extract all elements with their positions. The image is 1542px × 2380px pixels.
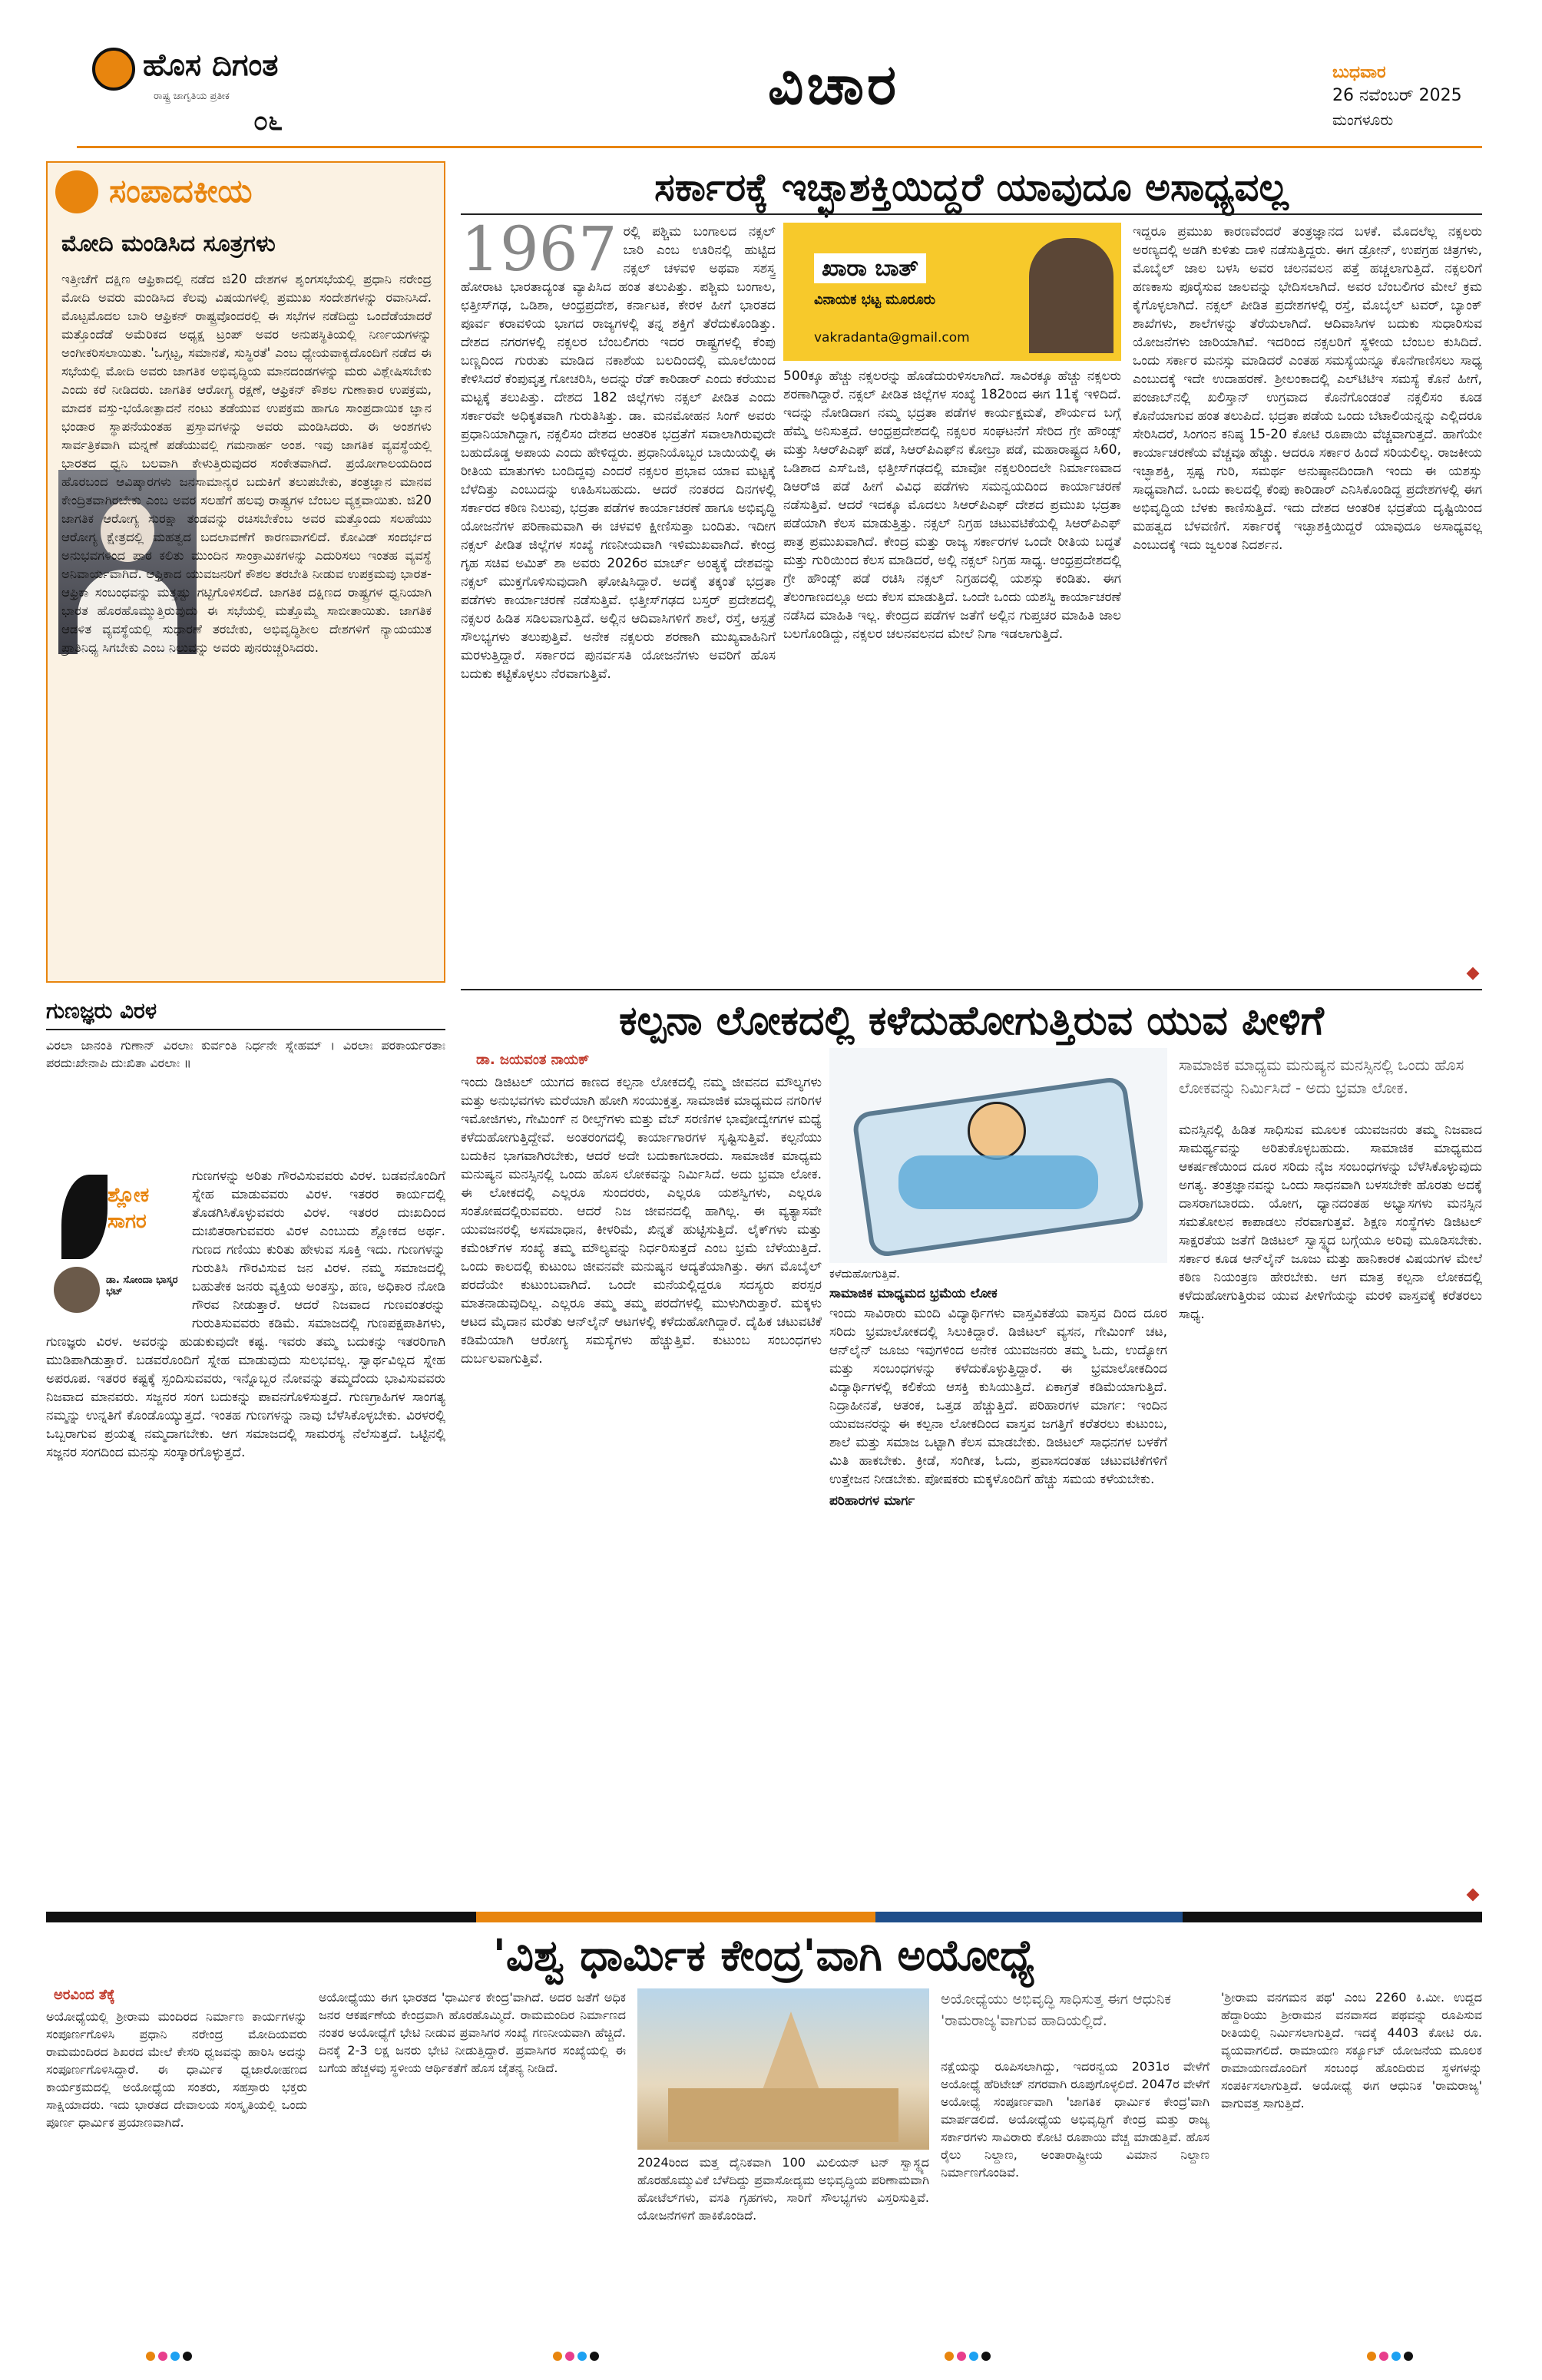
logo-text: ಹೊಸ ದಿಗಂತ bbox=[143, 48, 279, 83]
ayodhya-article-text-4: ನಕ್ಷೆಯನ್ನು ರೂಪಿಸಲಾಗಿದ್ದು, ಇದರನ್ವಯ 2031ರ ವೇಳೆಗೆ ಅಯೋಧ್ಯೆ ಹೆರಿಟೇಜ್ ನಗರವಾಗಿ ರೂಪುಗೊಳ್ಳಲಿದೆ. 2047ರ ವೇಳೆಗೆ ಅಯೋಧ್ಯೆ ಸಂಪೂರ್ಣವಾಗಿ 'ಜಾಗತಿಕ ಧಾರ್ಮಿಕ ಕೇಂದ್ರ'ವಾಗಿ ಮಾರ್ಪಡಲಿದೆ. ಅಯೋಧ್ಯೆಯ ಅಭಿವೃದ್ಧಿಗೆ ಕೇಂದ್ರ ಮತ್ತು ರಾಜ್ಯ ಸರ್ಕಾರಗಳು ಸಾವಿರಾರು ಕೋಟಿ ರೂಪಾಯಿ ವೆಚ್ಚ ಮಾಡುತ್ತಿವೆ. ಹೊಸ ರೈಲು ನಿಲ್ದಾಣ, ಅಂತಾರಾಷ್ಟ್ರೀಯ ವಿಮಾನ ನಿಲ್ದಾಣ ನಿರ್ಮಾಣಗೊಂಡಿವೆ. bbox=[941, 2059, 1209, 2180]
main-article-col1 bbox=[461, 223, 776, 983]
ayodhya-article-title: 'ವಿಶ್ವ ಧಾರ್ಮಿಕ ಕೇಂದ್ರ'ವಾಗಿ ಅಯೋಧ್ಯೆ bbox=[492, 1931, 1036, 1981]
author-photo bbox=[1029, 238, 1113, 353]
youth-kicker: ಡಾ. ಜಯವಂತ ನಾಯಕ್ bbox=[476, 1052, 590, 1068]
editorial-header bbox=[55, 170, 436, 220]
page-number: ೦೬ bbox=[253, 106, 283, 137]
editorial-label: ಸಂಪಾದಕೀಯ bbox=[109, 172, 253, 210]
main-article-col3 bbox=[1133, 223, 1482, 979]
youth-caption: ಕಳೆದುಹೋಗುತ್ತಿವೆ. bbox=[829, 1267, 900, 1281]
youth-article-col1 bbox=[461, 1073, 822, 1902]
temple-photo bbox=[637, 1988, 929, 2150]
ayodhya-article-col5 bbox=[1221, 1988, 1482, 2322]
column-name: ಖಾರಾ ಬಾತ್ bbox=[814, 253, 926, 283]
side-column-text: ಗುಣಗಳನ್ನು ಅರಿತು ಗೌರವಿಸುವವರು ವಿರಳ. ಬಡವನೊಂದಿಗೆ ಸ್ನೇಹ ಮಾಡುವವರು ವಿರಳ. ಇತರರ ಕಾರ್ಯದಲ್ಲಿ ತೊಡಗಿಸಿಕೊಳ್ಳುವವರು ವಿರಳ. ಇತರರ ದುಃಖದಿಂದ ದುಃಖಿತರಾಗುವವರು ವಿರಳ ಎಂಬುದು ಶ್ಲೋಕದ ಅರ್ಥ. ಗುಣದ ಗಣಿಯು ಕುರಿತು ಹೇಳುವ ಸೂಕ್ತಿ ಇದು. ಗುಣಗಳನ್ನು ಗುರುತಿಸಿ ಗೌರವಿಸುವ ಜನ ವಿರಳ. ನಮ್ಮ ಸಮಾಜದಲ್ಲಿ ಬಹುತೇಕ ಜನರು ವ್ಯಕ್ತಿಯ ಅಂತಸ್ತು, ಹಣ, ಅಧಿಕಾರ ನೋಡಿ ಗೌರವ ನೀಡುತ್ತಾರೆ. ಆದರೆ ನಿಜವಾದ ಗುಣವಂತರನ್ನು ಗುರುತಿಸುವವರು ಕಡಿಮೆ. ಸಮಾಜದಲ್ಲಿ ಗುಣಪಕ್ಷಪಾತಿಗಳು, ಗುಣಜ್ಞರು ವಿರಳ. ಅವರನ್ನು ಹುಡುಕುವುದೇ ಕಷ್ಟ. ಇವರು ತಮ್ಮ ಬದುಕನ್ನು ಇತರರಿಗಾಗಿ ಮುಡಿಪಾಗಿಡುತ್ತಾರೆ. ಬಡವರೊಂದಿಗೆ ಸ್ನೇಹ ಮಾಡುವುದು ಸುಲಭವಲ್ಲ. ಸ್ವಾರ್ಥವಿಲ್ಲದ ಸ್ನೇಹ ಅಪರೂಪ. ಇತರರ ಕಷ್ಟಕ್ಕೆ ಸ್ಪಂದಿಸುವವರು, ಇನ್ನೊಬ್ಬರ ನೋವನ್ನು ತಮ್ಮದೆಂದು ಭಾವಿಸುವವರು ನಿಜವಾದ ಮಾನವರು. ಸಜ್ಜನರ ಸಂಗ ಬದುಕನ್ನು ಪಾವನಗೊಳಿಸುತ್ತದೆ. ಗುಣಗ್ರಾಹಿಗಳ ಸಾಂಗತ್ಯ ನಮ್ಮನ್ನು ಉನ್ನತಿಗೆ ಕೊಂಡೊಯ್ಯುತ್ತದೆ. ಇಂತಹ ಗುಣಗಳನ್ನು ನಾವು ಬೆಳೆಸಿಕೊಳ್ಳಬೇಕು. ವಿರಳರಲ್ಲಿ ಒಬ್ಬರಾಗುವ ಪ್ರಯತ್ನ ನಮ್ಮದಾಗಬೇಕು. ಆಗ ಸಮಾಜದಲ್ಲಿ ಸಾಮರಸ್ಯ ನೆಲೆಸುತ್ತದೆ. ಒಟ್ಟಿನಲ್ಲಿ ಸಜ್ಜನರ ಸಂಗದಿಂದ ಮನಸ್ಸು ಸಂಸ್ಕಾರಗೊಳ್ಳುತ್ತದೆ. bbox=[46, 1169, 445, 1460]
masthead bbox=[0, 0, 1542, 154]
ayodhya-pullquote: ಅಯೋಧ್ಯೆಯು ಅಭಿವೃದ್ಧಿ ಸಾಧಿಸುತ್ತ ಈಗ ಆಧುನಿಕ 'ರಾಮರಾಜ್ಯ'ವಾಗುವ ಹಾದಿಯಲ್ಲಿದೆ. bbox=[941, 1991, 1171, 2029]
youth-article-title: ಕಲ್ಪನಾ ಲೋಕದಲ್ಲಿ ಕಳೆದುಹೋಗುತ್ತಿರುವ ಯುವ ಪೀಳಿಗೆ bbox=[619, 998, 1324, 1044]
main-article-text-1: ರಲ್ಲಿ ಪಶ್ಚಿಮ ಬಂಗಾಲದ ನಕ್ಸಲ್ ಬಾರಿ ಎಂಬ ಊರಿನಲ್ಲಿ ಹುಟ್ಟಿದ ನಕ್ಸಲ್ ಚಳವಳಿ ಅಥವಾ ಸಶಸ್ತ್ರ ಹೋರಾಟ ಭಾರತಾದ್ಯಂತ ವ್ಯಾಪಿಸಿದ ಹಂತ ತಲುಪಿತ್ತು. ಪಶ್ಚಿಮ ಬಂಗಾಲ, ಛತ್ತೀಸ್‌ಗಢ, ಒಡಿಶಾ, ಆಂಧ್ರಪ್ರದೇಶ, ಕರ್ನಾಟಕ, ಕೇರಳ ಹೀಗೆ ಭಾರತದ ಪೂರ್ವ ಕರಾವಳಿಯ ಭಾಗದ ರಾಜ್ಯಗಳಲ್ಲಿ ತನ್ನ ಶಕ್ತಿಗೆ ತೆರೆದುಕೊಂಡಿತ್ತು. ದೇಶದ ನಗರಗಳಲ್ಲಿ ನಕ್ಸಲರ ಬೆಂಬಲಿಗರು ಇದರ ರಾಷ್ಟ್ರಗಳಲ್ಲಿ ಕೆಂಪು ಬಣ್ಣದಿಂದ ಗುರುತು ಮಾಡಿದ ನಕಾಶೆಯ ಬಲದಿಂದಲ್ಲಿ ಮೂಲೆಯಿಂದ ಕೇಳಿಸಿದರೆ ಕೆಂಪುವೃತ್ತ ಗೋಚರಿಸಿ, ಅದನ್ನು ರೆಡ್ ಕಾರಿಡಾರ್ ಎಂದು ಕರೆಯುವ ಮಟ್ಟಕ್ಕೆ ತಲುಪಿತ್ತು. ದೇಶದ 182 ಜಿಲ್ಲೆಗಳು ನಕ್ಸಲ್ ಪೀಡಿತ ಎಂದು ಸರ್ಕಾರವೇ ಅಧಿಕೃತವಾಗಿ ಗುರುತಿಸಿತ್ತು. ಡಾ. ಮನಮೋಹನ ಸಿಂಗ್ ಅವರು ಪ್ರಧಾನಿಯಾಗಿದ್ದಾಗ, ನಕ್ಸಲಿಸಂ ದೇಶದ ಆಂತರಿಕ ಭದ್ರತೆಗೆ ಸವಾಲಾಗಿರುವುದೇ ಬಹುದೊಡ್ಡ ಅಪಾಯ ಎಂದು ಹೇಳಿದ್ದರು. ಪ್ರಧಾನಿಯೊಬ್ಬರ ಬಾಯಿಯಲ್ಲಿ ಈ ರೀತಿಯ ಮಾತುಗಳು ಬಂದಿದ್ದವು ಎಂದರೆ ನಕ್ಸಲರ ಪ್ರಭಾವ ಯಾವ ಮಟ್ಟಕ್ಕೆ ಬೆಳೆದಿತ್ತು ಎಂಬುದನ್ನು ಊಹಿಸಬಹುದು. ಆದರೆ ನಂತರದ ದಿನಗಳಲ್ಲಿ ಸರ್ಕಾರದ ಕಠಿಣ ನಿಲುವು, ಭದ್ರತಾ ಪಡೆಗಳ ಕಾರ್ಯಾಚರಣೆ ಹಾಗೂ ಅಭಿವೃದ್ಧಿ ಯೋಜನೆಗಳ ಪರಿಣಾಮವಾಗಿ ಈ ಚಳವಳಿ ಕ್ಷೀಣಿಸುತ್ತಾ ಬಂದಿತು. ಇದೀಗ ನಕ್ಸಲ್ ಪೀಡಿತ ಜಿಲ್ಲೆಗಳ ಸಂಖ್ಯೆ ಗಣನೀಯವಾಗಿ ಇಳಿಮುಖವಾಗಿದೆ. ಕೇಂದ್ರ ಗೃಹ ಸಚಿವ ಅಮಿತ್ ಶಾ ಅವರು 2026ರ ಮಾರ್ಚ್ ಅಂತ್ಯಕ್ಕೆ ದೇಶವನ್ನು ನಕ್ಸಲ್ ಮುಕ್ತಗೊಳಿಸುವುದಾಗಿ ಘೋಷಿಸಿದ್ದಾರೆ. ಅದಕ್ಕೆ ತಕ್ಕಂತೆ ಭದ್ರತಾ ಪಡೆಗಳು ಕಾರ್ಯಾಚರಣೆ ನಡೆಸುತ್ತಿವೆ. ಛತ್ತೀಸ್‌ಗಢದ ಬಸ್ತರ್ ಪ್ರದೇಶದಲ್ಲಿ ನಕ್ಸಲರ ಹಿಡಿತ ಸಡಿಲವಾಗುತ್ತಿದೆ. ಅಲ್ಲಿನ ಆದಿವಾಸಿಗಳಿಗೆ ಶಾಲೆ, ರಸ್ತೆ, ಆಸ್ಪತ್ರೆ ಸೌಲಭ್ಯಗಳು ತಲುಪುತ್ತಿವೆ. ಅನೇಕ ನಕ್ಸಲರು ಶರಣಾಗಿ ಮುಖ್ಯವಾಹಿನಿಗೆ ಮರಳುತ್ತಿದ್ದಾರೆ. ಸರ್ಕಾರದ ಪುನರ್ವಸತಿ ಯೋಜನೆಗಳು ಅವರಿಗೆ ಹೊಸ ಬದುಕು ಕಟ್ಟಿಕೊಳ್ಳಲು ನೆರವಾಗುತ್ತಿವೆ. bbox=[461, 224, 776, 682]
main-article-text-2: 500ಕ್ಕೂ ಹೆಚ್ಚು ನಕ್ಸಲರನ್ನು ಹೊಡೆದುರುಳಿಸಲಾಗಿದೆ. ಸಾವಿರಕ್ಕೂ ಹೆಚ್ಚು ನಕ್ಸಲರು ಶರಣಾಗಿದ್ದಾರೆ. ನಕ್ಸಲ್ ಪೀಡಿತ ಜಿಲ್ಲೆಗಳ ಸಂಖ್ಯೆ 182ರಿಂದ ಈಗ 11ಕ್ಕೆ ಇಳಿದಿದೆ. ಇದನ್ನು ನೋಡಿದಾಗ ನಮ್ಮ ಭದ್ರತಾ ಪಡೆಗಳ ಕಾರ್ಯಕ್ಷಮತೆ, ಶೌರ್ಯದ ಬಗ್ಗೆ ಹೆಮ್ಮೆ ಅನಿಸುತ್ತದೆ. ಆಂಧ್ರಪ್ರದೇಶದಲ್ಲಿ ನಕ್ಸಲರ ಸಂಘಟನೆಗೆ ಸೇರಿದ ಗ್ರೇ ಹೌಂಡ್ಸ್ ಮತ್ತು ಸಿಆರ್‌ಪಿಎಫ್ ಪಡೆ, ಸಿಆರ್‌ಪಿಎಫ್‌ನ ಕೋಬ್ರಾ ಪಡೆ, ಮಹಾರಾಷ್ಟ್ರದ ಸಿ60, ಒಡಿಶಾದ ಎಸ್‌ಒಜಿ, ಛತ್ತೀಸ್‌ಗಢದಲ್ಲಿ ಮಾವೋ ನಕ್ಸಲರಿಂದಲೇ ನಿರ್ಮಾಣವಾದ ಡಿಆರ್‌ಜಿ ಪಡೆ ಹೀಗೆ ವಿವಿಧ ಪಡೆಗಳು ಸಮನ್ವಯದಿಂದ ಕಾರ್ಯಾಚರಣೆ ನಡೆಸುತ್ತಿವೆ. ಆದರೆ ಇದಕ್ಕೂ ಮೊದಲು ಸಿಆರ್‌ಪಿಎಫ್ ದೇಶದ ಪ್ರಮುಖ ಭದ್ರತಾ ಪಡೆಯಾಗಿ ಕೆಲಸ ಮಾಡುತ್ತಿತ್ತು. ನಕ್ಸಲ್ ನಿಗ್ರಹ ಚಟುವಟಿಕೆಯಲ್ಲಿ ಸಿಆರ್‌ಪಿಎಫ್ ಪಾತ್ರ ಪ್ರಮುಖವಾಗಿದೆ. ಕೇಂದ್ರ ಮತ್ತು ರಾಜ್ಯ ಸರ್ಕಾರಗಳ ಒಂದೇ ರೀತಿಯ ಬದ್ಧತೆ ಮತ್ತು ಗುರಿಯಿಂದ ಕೆಲಸ ಮಾಡಿದರೆ, ಅಲ್ಲಿ ನಕ್ಸಲ್ ನಿಗ್ರಹ ಸಾಧ್ಯ. ಆಂಧ್ರಪ್ರದೇಶದಲ್ಲಿ ಗ್ರೇ ಹೌಂಡ್ಸ್ ಪಡೆ ರಚಿಸಿ ನಕ್ಸಲ್ ನಿಗ್ರಹದಲ್ಲಿ ಯಶಸ್ಸು ಕಂಡಿತು. ಈಗ ತೆಲಂಗಾಣದಲ್ಲೂ ಅದು ಕೆಲಸ ಮಾಡುತ್ತಿದೆ. ಒಂದೇ ಒಂದು ಯಶಸ್ವಿ ಕಾರ್ಯಾಚರಣೆ ನಡೆಸಿದ ಮಾಹಿತಿ ಇಲ್ಲ. ಕೇಂದ್ರದ ಪಡೆಗಳ ಜತೆಗೆ ಅಲ್ಲಿನ ಗುಪ್ತಚರ ಮಾಹಿತಿ ಜಾಲ ಬಲಗೊಂಡಿದ್ದು, ನಕ್ಸಲರ ಚಲನವಲನದ ಮೇಲೆ ನಿಗಾ ಇಡಲಾಗುತ್ತಿದೆ. bbox=[783, 369, 1121, 642]
ayodhya-article-text-1: ಅಯೋಧ್ಯೆಯಲ್ಲಿ ಶ್ರೀರಾಮ ಮಂದಿರದ ನಿರ್ಮಾಣ ಕಾರ್ಯಗಳನ್ನು ಸಂಪೂರ್ಣಗೊಳಿಸಿ ಪ್ರಧಾನಿ ನರೇಂದ್ರ ಮೋದಿಯವರು ರಾಮಮಂದಿರದ ಶಿಖರದ ಮೇಲೆ ಕೇಸರಿ ಧ್ವಜವನ್ನು ಹಾರಿಸಿ ಅದನ್ನು ಸಂಪೂರ್ಣಗೊಳಿಸಿದ್ದಾರೆ. ಈ ಧಾರ್ಮಿಕ ಧ್ವಜಾರೋಹಣದ ಕಾರ್ಯಕ್ರಮದಲ್ಲಿ ಅಯೋಧ್ಯೆಯ ಸಂತರು, ಸಹಸ್ರಾರು ಭಕ್ತರು ಸಾಕ್ಷಿಯಾದರು. ಇದು ಭಾರತದ ದೇವಾಲಯ ಸಂಸ್ಕೃತಿಯಲ್ಲಿ ಒಂದು ಪೂರ್ಣ ಧಾರ್ಮಿಕ ಪ್ರಯಾಣವಾಗಿದೆ. bbox=[46, 2009, 307, 2130]
ayodhya-article-col3 bbox=[637, 2154, 929, 2322]
shloka-author: ಡಾ. ಸೋಂದಾ ಭಾಸ್ಕರ ಭಟ್ bbox=[106, 1274, 178, 1297]
youth-pullquote: ಸಾಮಾಜಿಕ ಮಾಧ್ಯಮ ಮನುಷ್ಯನ ಮನಸ್ಸಿನಲ್ಲಿ ಒಂದು ಹೊಸ ಲೋಕವನ್ನು ನಿರ್ಮಿಸಿದೆ - ಅದು ಭ್ರಮಾ ಲೋಕ. bbox=[1179, 1056, 1464, 1097]
youth-article-col2 bbox=[829, 1286, 1167, 1900]
ayodhya-kicker: ಅರವಿಂದ ತೆಕ್ಕೆ bbox=[54, 1987, 115, 2003]
ayodhya-article-col2 bbox=[319, 1988, 626, 2322]
main-article-text-3: ಇದ್ದರೂ ಪ್ರಮುಖ ಕಾರಣವೆಂದರೆ ತಂತ್ರಜ್ಞಾನದ ಬಳಕೆ. ಮೊದಲೆಲ್ಲ ನಕ್ಸಲರು ಅರಣ್ಯದಲ್ಲಿ ಅಡಗಿ ಕುಳಿತು ದಾಳಿ ನಡೆಸುತ್ತಿದ್ದರು. ಈಗ ಡ್ರೋನ್, ಉಪಗ್ರಹ ಚಿತ್ರಗಳು, ಮೊಬೈಲ್ ಜಾಲ ಬಳಸಿ ಅವರ ಚಲನವಲನ ಪತ್ತೆ ಹಚ್ಚಲಾಗುತ್ತಿದೆ. ನಕ್ಸಲರಿಗೆ ಹಣಕಾಸು ಪೂರೈಸುವ ಜಾಲವನ್ನು ಭೇದಿಸಲಾಗಿದೆ. ಅವರ ಬೆಂಬಲಿಗರ ಮೇಲೆ ಕ್ರಮ ಕೈಗೊಳ್ಳಲಾಗಿದೆ. ನಕ್ಸಲ್ ಪೀಡಿತ ಪ್ರದೇಶಗಳಲ್ಲಿ ರಸ್ತೆ, ಮೊಬೈಲ್ ಟವರ್, ಬ್ಯಾಂಕ್ ಶಾಖೆಗಳು, ಶಾಲೆಗಳನ್ನು ತೆರೆಯಲಾಗಿದೆ. ಆದಿವಾಸಿಗಳ ಬದುಕು ಸುಧಾರಿಸುವ ಯೋಜನೆಗಳು ಜಾರಿಯಾಗಿವೆ. ಇದರಿಂದ ನಕ್ಸಲರಿಗೆ ಸ್ಥಳೀಯ ಬೆಂಬಲ ಕುಸಿದಿದೆ. ಒಂದು ಸರ್ಕಾರ ಮನಸ್ಸು ಮಾಡಿದರೆ ಎಂತಹ ಸಮಸ್ಯೆಯನ್ನೂ ಕೊನೆಗಾಣಿಸಲು ಸಾಧ್ಯ ಎಂಬುದಕ್ಕೆ ಇದೇ ಉದಾಹರಣೆ. ಶ್ರೀಲಂಕಾದಲ್ಲಿ ಎಲ್‌ಟಿಟಿಇ ಸಮಸ್ಯೆ ಕೊನೆ ಹೀಗೆ, ಪಂಜಾಬ್‌ನಲ್ಲಿ ಖಲಿಸ್ತಾನ್ ಉಗ್ರವಾದ ಕೊನೆಗೊಂಡಂತೆ ನಕ್ಸಲಿಸಂ ಕೂಡ ಕೊನೆಯಾಗುವ ಹಂತ ತಲುಪಿದೆ. ಭದ್ರತಾ ಪಡೆಯ ಒಂದು ಬೆಟಾಲಿಯನ್ನನ್ನು ಎಲ್ಲಿದರೂ ಸೇರಿಸಿದರೆ, ಸಿಂಗಂನ ಕನಿಷ್ಠ 15-20 ಕೋಟಿ ರೂಪಾಯಿ ವೆಚ್ಚವಾಗುತ್ತದೆ. ಹಾಗೆಯೇ ಕಾರ್ಯಾಚರಣೆಯ ವೆಚ್ಚವೂ ಹೆಚ್ಚು. ಆದರೂ ಸರ್ಕಾರ ಹಿಂದೆ ಸರಿಯಲಿಲ್ಲ. ರಾಜಕೀಯ ಇಚ್ಛಾಶಕ್ತಿ, ಸ್ಪಷ್ಟ ಗುರಿ, ಸಮರ್ಥ ಅನುಷ್ಠಾನದಿಂದಾಗಿ ಇಂದು ಈ ಯಶಸ್ಸು ಸಾಧ್ಯವಾಗಿದೆ. ಒಂದು ಕಾಲದಲ್ಲಿ ಕೆಂಪು ಕಾರಿಡಾರ್ ಎನಿಸಿಕೊಂಡಿದ್ದ ಪ್ರದೇಶಗಳಲ್ಲಿ ಈಗ ಅಭಿವೃದ್ಧಿಯ ಬೆಳಕು ಕಾಣಿಸುತ್ತಿದೆ. ಇದು ದೇಶದ ಆಂತರಿಕ ಭದ್ರತೆಯ ದೃಷ್ಟಿಯಿಂದ ಮಹತ್ವದ ಬೆಳವಣಿಗೆ. ಸರ್ಕಾರಕ್ಕೆ ಇಚ್ಛಾಶಕ್ತಿಯಿದ್ದರೆ ಯಾವುದೂ ಅಸಾಧ್ಯವಲ್ಲ ಎಂಬುದಕ್ಕೆ ಇದು ಜ್ವಲಂತ ನಿದರ್ಶನ. bbox=[1133, 224, 1482, 553]
main-article-col2 bbox=[783, 367, 1121, 981]
youth-subhead-2: ಪರಿಹಾರಗಳ ಮಾರ್ಗ bbox=[829, 1493, 915, 1509]
side-title-divider bbox=[46, 1029, 445, 1030]
main-title-divider bbox=[461, 213, 1482, 215]
color-divider-bar bbox=[46, 1912, 1482, 1922]
youth-subhead-1: ಸಾಮಾಜಿಕ ಮಾಧ್ಯಮದ ಭ್ರಮೆಯ ಲೋಕ bbox=[829, 1286, 998, 1301]
section-title: ವಿಚಾರ bbox=[768, 52, 900, 117]
temple-base-shape bbox=[668, 2088, 898, 2142]
editorial-body: ಇತ್ತೀಚೆಗೆ ದಕ್ಷಿಣ ಆಫ್ರಿಕಾದಲ್ಲಿ ನಡೆದ ಜಿ20 ದೇಶಗಳ ಶೃಂಗಸಭೆಯಲ್ಲಿ ಪ್ರಧಾನಿ ನರೇಂದ್ರ ಮೋದಿ ಅವರು ಮಂಡಿಸಿದ ಕೆಲವು ವಿಷಯಗಳಲ್ಲಿ ಪ್ರಮುಖ ಸಂದೇಶಗಳನ್ನು ರವಾನಿಸಿದೆ. ಮೊಟ್ಟಮೊದಲ ಬಾರಿ ಆಫ್ರಿಕನ್ ರಾಷ್ಟ್ರವೊಂದರಲ್ಲಿ ಈ ಸಭೆಗಳ ನಡೆದಿದ್ದು ಒಂದೆಡೆಯಾದರೆ ಮತ್ತೊಂದೆಡೆ ಅಮೆರಿಕದ ಅಧ್ಯಕ್ಷ ಟ್ರಂಪ್ ಅವರ ಅನುಪಸ್ಥಿತಿಯಲ್ಲಿ ನಿರ್ಣಯಗಳನ್ನು ಅಂಗೀಕರಿಸಲಾಯಿತು. 'ಒಗ್ಗಟ್ಟ, ಸಮಾನತೆ, ಸುಸ್ಥಿರತೆ' ಎಂಬ ಧ್ಯೇಯವಾಕ್ಯದೊಂದಿಗೆ ನಡೆದ ಈ ಸಭೆಯಲ್ಲಿ ಮೋದಿ ಅವರು ಜಾಗತಿಕ ಅಭಿವೃದ್ಧಿಯ ಮಾನದಂಡಗಳನ್ನು ಮರು ವಿಶ್ಲೇಷಿಸಬೇಕು ಎಂದು ಕರೆ ನೀಡಿದರು. ಜಾಗತಿಕ ಆರೋಗ್ಯ ರಕ್ಷಣೆ, ಆಫ್ರಿಕನ್ ಕೌಶಲ ಗುಣಾಕಾರ ಉಪಕ್ರಮ, ಮಾದಕ ವಸ್ತು-ಭಯೋತ್ಪಾದನೆ ನಂಟು ತಡೆಯುವ ಉಪಕ್ರಮ ಹಾಗೂ ಸಾಂಪ್ರದಾಯಿಕ ಜ್ಞಾನ ಭಂಡಾರ ಸ್ಥಾಪನೆಯಂತಹ ಪ್ರಸ್ತಾವಗಳನ್ನು ಅವರು ಮಂಡಿಸಿದರು. ಈ ಅಂಶಗಳು ಸಾರ್ವತ್ರಿಕವಾಗಿ ಮನ್ನಣೆ ಪಡೆಯುವಲ್ಲಿ ಗಮನಾರ್ಹ ಅಂಶ. ಇವು ಜಾಗತಿಕ ವ್ಯವಸ್ಥೆಯಲ್ಲಿ ಭಾರತದ ಧ್ವನಿ ಬಲವಾಗಿ ಕೇಳುತ್ತಿರುವುದರ ಸಂಕೇತವಾಗಿದೆ. ಪ್ರಯೋಗಾಲಯದಿಂದ ಹೊರಬಂದ ಆವಿಷ್ಕಾರಗಳು ಜನಸಾಮಾನ್ಯರ ಬದುಕಿಗೆ ತಲುಪಬೇಕು, ತಂತ್ರಜ್ಞಾನ ಮಾನವ ಕೇಂದ್ರಿತವಾಗಿರಬೇಕು ಎಂಬ ಅವರ ಸಲಹೆಗೆ ಹಲವು ರಾಷ್ಟ್ರಗಳ ಬೆಂಬಲ ವ್ಯಕ್ತವಾಯಿತು. ಜಿ20 ಜಾಗತಿಕ ಆರೋಗ್ಯ ಸುರಕ್ಷಾ ತಂಡವನ್ನು ರಚಿಸಬೇಕೆಂಬ ಅವರ ಮತ್ತೊಂದು ಸಲಹೆಯು ಆರೋಗ್ಯ ಕ್ಷೇತ್ರದಲ್ಲಿ ಮಹತ್ವದ ಬದಲಾವಣೆಗೆ ಕಾರಣವಾಗಲಿದೆ. ಕೋವಿಡ್ ಸಂದರ್ಭದ ಅನುಭವಗಳಿಂದ ಪಾಠ ಕಲಿತು ಮುಂದಿನ ಸಾಂಕ್ರಾಮಿಕಗಳನ್ನು ಎದುರಿಸಲು ಇಂತಹ ವ್ಯವಸ್ಥೆ ಅನಿವಾರ್ಯವಾಗಿದೆ. ಆಫ್ರಿಕಾದ ಯುವಜನರಿಗೆ ಕೌಶಲ ತರಬೇತಿ ನೀಡುವ ಉಪಕ್ರಮವು ಭಾರತ-ಆಫ್ರಿಕಾ ಸಂಬಂಧವನ್ನು ಮತ್ತಷ್ಟು ಗಟ್ಟಿಗೊಳಿಸಲಿದೆ. ಜಾಗತಿಕ ದಕ್ಷಿಣದ ರಾಷ್ಟ್ರಗಳ ಧ್ವನಿಯಾಗಿ ಭಾರತ ಹೊರಹೊಮ್ಮುತ್ತಿರುವುದು ಈ ಸಭೆಯಲ್ಲಿ ಮತ್ತೊಮ್ಮೆ ಸಾಬೀತಾಯಿತು. ಜಾಗತಿಕ ಆಡಳಿತ ವ್ಯವಸ್ಥೆಯಲ್ಲಿ ಸುಧಾರಣೆ ತರಬೇಕು, ಅಭಿವೃದ್ಧಿಶೀಲ ದೇಶಗಳಿಗೆ ನ್ಯಾಯಯುತ ಪ್ರಾತಿನಿಧ್ಯ ಸಿಗಬೇಕು ಎಂಬ ನಿಲುವನ್ನು ಅವರು ಪುನರುಚ್ಚರಿಸಿದರು. bbox=[61, 272, 432, 655]
youth-article-text-3: ಮನಸ್ಸಿನಲ್ಲಿ ಹಿಡಿತ ಸಾಧಿಸುವ ಮೂಲಕ ಯುವಜನರು ತಮ್ಮ ನಿಜವಾದ ಸಾಮರ್ಥ್ಯವನ್ನು ಅರಿತುಕೊಳ್ಳಬಹುದು. ಸಾಮಾಜಿಕ ಮಾಧ್ಯಮದ ಆಕರ್ಷಣೆಯಿಂದ ದೂರ ಸರಿದು ನೈಜ ಸಂಬಂಧಗಳನ್ನು ಬೆಳೆಸಿಕೊಳ್ಳುವುದು ಅಗತ್ಯ. ತಂತ್ರಜ್ಞಾನವನ್ನು ಒಂದು ಸಾಧನವಾಗಿ ಬಳಸಬೇಕೇ ಹೊರತು ಅದಕ್ಕೆ ದಾಸರಾಗಬಾರದು. ಯೋಗ, ಧ್ಯಾನದಂತಹ ಅಭ್ಯಾಸಗಳು ಮನಸ್ಸಿನ ಸಮತೋಲನ ಕಾಪಾಡಲು ನೆರವಾಗುತ್ತವೆ. ಶಿಕ್ಷಣ ಸಂಸ್ಥೆಗಳು ಡಿಜಿಟಲ್ ಸಾಕ್ಷರತೆಯ ಜತೆಗೆ ಡಿಜಿಟಲ್ ಸ್ವಾಸ್ಥ್ಯದ ಬಗ್ಗೆಯೂ ಅರಿವು ಮೂಡಿಸಬೇಕು. ಸರ್ಕಾರ ಕೂಡ ಆನ್‌ಲೈನ್ ಜೂಜು ಮತ್ತು ಹಾನಿಕಾರಕ ವಿಷಯಗಳ ಮೇಲೆ ಕಠಿಣ ನಿಯಂತ್ರಣ ಹೇರಬೇಕು. ಆಗ ಮಾತ್ರ ಕಲ್ಪನಾ ಲೋಕದಲ್ಲಿ ಕಳೆದುಹೋಗುತ್ತಿರುವ ಯುವ ಪೀಳಿಗೆಯನ್ನು ಮರಳಿ ವಾಸ್ತವಕ್ಕೆ ಕರೆತರಲು ಸಾಧ್ಯ. bbox=[1179, 1122, 1482, 1322]
masthead-date: 26 ನವೆಂಬರ್ 2025 bbox=[1332, 86, 1462, 105]
side-column-body bbox=[46, 1167, 445, 1935]
column-badge bbox=[783, 223, 1121, 361]
registration-marks bbox=[0, 2349, 1542, 2372]
side-column-verse: ವಿರಲಾ ಜಾನಂತಿ ಗುಣಾನ್ ವಿರಲಾಃ ಕುರ್ವಂತಿ ನಿರ್ಧನೇ ಸ್ನೇಹಮ್ । ವಿರಲಾಃ ಪರಕಾರ್ಯರತಾಃ ಪರದುಃಖೇನಾಪಿ ದುಃಖಿತಾ ವಿರಲಾಃ ॥ bbox=[46, 1038, 445, 1070]
water-shape bbox=[898, 1155, 1098, 1209]
ayodhya-article-text-2: ಅಯೋಧ್ಯೆಯು ಈಗ ಭಾರತದ 'ಧಾರ್ಮಿಕ ಕೇಂದ್ರ'ವಾಗಿದೆ. ಅದರ ಜತೆಗೆ ಅಧಿಕ ಜನರ ಆಕರ್ಷಣೆಯ ಕೇಂದ್ರವಾಗಿ ಹೊರಹೊಮ್ಮಿದೆ. ರಾಮಮಂದಿರ ನಿರ್ಮಾಣದ ನಂತರ ಅಯೋಧ್ಯೆಗೆ ಭೇಟಿ ನೀಡುವ ಪ್ರವಾಸಿಗರ ಸಂಖ್ಯೆ ಗಣನೀಯವಾಗಿ ಹೆಚ್ಚಿದೆ. ದಿನಕ್ಕೆ 2-3 ಲಕ್ಷ ಜನರು ಭೇಟಿ ನೀಡುತ್ತಿದ್ದಾರೆ. ಪ್ರವಾಸಿಗರ ಸಂಖ್ಯೆಯಲ್ಲಿ ಈ ಬಗೆಯ ಹೆಚ್ಚಳವು ಸ್ಥಳೀಯ ಆರ್ಥಿಕತೆಗೆ ಹೊಸ ಚೈತನ್ಯ ನೀಡಿದೆ. bbox=[319, 1990, 626, 2075]
masthead-divider bbox=[77, 146, 1482, 148]
section-divider-1 bbox=[461, 989, 1482, 990]
ayodhya-article-col4 bbox=[941, 2058, 1209, 2322]
author-email: vakradanta@gmail.com bbox=[814, 330, 970, 345]
youth-article-text-1: ಇಂದು ಡಿಜಿಟಲ್ ಯುಗದ ಕಾಣದ ಕಲ್ಪನಾ ಲೋಕದಲ್ಲಿ ನಮ್ಮ ಜೀವನದ ಮೌಲ್ಯಗಳು ಮತ್ತು ಅನುಭವಗಳು ಮರೆಯಾಗಿ ಹೋಗಿ ಸಂಯುಕ್ತತ್ತ. ಸಾಮಾಜಿಕ ಮಾಧ್ಯಮದ ನಗರಿಗಳ ಇಮೋಜಿಗಳು, ಗೇಮಿಂಗ್ ನ ರೀಲ್ಸ್‌ಗಳು ಮತ್ತು ವೆಬ್ ಸರಣಿಗಳ ಭಾವೋದ್ವೇಗಗಳ ಮಧ್ಯೆ ಕಳೆದುಹೋಗುತ್ತಿದ್ದೇವೆ. ಅಂತರಂಗದಲ್ಲಿ ಕಾರ್ಯಾಗಾರಗಳ ಸೃಷ್ಟಿಸುತ್ತಿವೆ. ಕಲ್ಪನೆಯು ಬದುಕಿನ ಭಾಗವಾಗಿರಬೇಕು, ಆದರೆ ಅದೇ ಬದುಕಾಗಬಾರದು. ಸಾಮಾಜಿಕ ಮಾಧ್ಯಮ ಮನುಷ್ಯನ ಮನಸ್ಸಿನಲ್ಲಿ ಒಂದು ಹೊಸ ಲೋಕವನ್ನು ನಿರ್ಮಿಸಿದೆ. ಅದು ಭ್ರಮಾ ಲೋಕ. ಈ ಲೋಕದಲ್ಲಿ ಎಲ್ಲರೂ ಸುಂದರರು, ಎಲ್ಲರೂ ಯಶಸ್ವಿಗಳು, ಎಲ್ಲರೂ ಸಂತೋಷದಲ್ಲಿರುವವರು. ಆದರೆ ನಿಜ ಜೀವನದಲ್ಲಿ ಹಾಗಿಲ್ಲ. ಈ ವ್ಯತ್ಯಾಸವೇ ಯುವಜನರಲ್ಲಿ ಅಸಮಾಧಾನ, ಕೀಳರಿಮೆ, ಖಿನ್ನತೆ ಹುಟ್ಟಿಸುತ್ತಿದೆ. ಲೈಕ್‌ಗಳು ಮತ್ತು ಕಮೆಂಟ್‌ಗಳ ಸಂಖ್ಯೆ ತಮ್ಮ ಮೌಲ್ಯವನ್ನು ನಿರ್ಧರಿಸುತ್ತದೆ ಎಂಬ ಭ್ರಮೆ ಬೆಳೆಯುತ್ತಿದೆ. ಒಂದು ಕಾಲದಲ್ಲಿ ಕುಟುಂಬ ಜೀವನವೇ ಮನುಷ್ಯನ ಆದ್ಯತೆಯಾಗಿತ್ತು. ಈಗ ಮೊಬೈಲ್ ಪರದೆಯೇ ಕುಟುಂಬವಾಗಿದೆ. ಒಂದೇ ಮನೆಯಲ್ಲಿದ್ದರೂ ಸದಸ್ಯರು ಪರಸ್ಪರ ಮಾತನಾಡುವುದಿಲ್ಲ. ಎಲ್ಲರೂ ತಮ್ಮ ತಮ್ಮ ಪರದೆಗಳಲ್ಲಿ ಮುಳುಗಿರುತ್ತಾರೆ. ಮಕ್ಕಳು ಆಟದ ಮೈದಾನ ಮರೆತು ಆನ್‌ಲೈನ್ ಆಟಗಳಲ್ಲಿ ಕಳೆದುಹೋಗಿದ್ದಾರೆ. ದೈಹಿಕ ಚಟುವಟಿಕೆ ಕಡಿಮೆಯಾಗಿ ಆರೋಗ್ಯ ಸಮಸ್ಯೆಗಳು ಹೆಚ್ಚುತ್ತಿವೆ. ಕುಟುಂಬ ಸಂಬಂಧಗಳು ದುರ್ಬಲವಾಗುತ್ತಿವೆ. bbox=[461, 1075, 822, 1367]
ayodhya-article-text-3: 2024ರಿಂದ ಮತ್ತ ದೈನಿಕವಾಗಿ 100 ಮಿಲಿಯನ್ ಟನ್ ಸ್ವಾಸ್ಥ್ಯದ ಹೊರಹೊಮ್ಮುವಿಕೆ ಬೆಳೆದಿದ್ದು ಪ್ರವಾಸೋದ್ಯಮ ಅಭಿವೃದ್ಧಿಯ ಪರಿಣಾಮವಾಗಿ ಹೋಟೆಲ್‌ಗಳು, ವಸತಿ ಗೃಹಗಳು, ಸಾರಿಗೆ ಸೌಲಭ್ಯಗಳು ವಿಸ್ತರಿಸುತ್ತಿವೆ. ಯೋಜನೆಗಳಿಗೆ ಹಾಕಿಕೊಂಡಿದೆ. bbox=[637, 2155, 929, 2223]
editorial-box bbox=[46, 161, 445, 983]
masthead-day: ಬುಧವಾರ bbox=[1332, 63, 1386, 82]
youth-article-text-2: ಇಂದು ಸಾವಿರಾರು ಮಂದಿ ವಿದ್ಯಾರ್ಥಿಗಳು ವಾಸ್ತವಿಕತೆಯ ವಾಸ್ತವ ದಿಂದ ದೂರ ಸರಿದು ಭ್ರಮಾಲೋಕದಲ್ಲಿ ಸಿಲುಕಿದ್ದಾರೆ. ಡಿಜಿಟಲ್ ವ್ಯಸನ, ಗೇಮಿಂಗ್ ಚಟ, ಆನ್‌ಲೈನ್ ಜೂಜು ಇವುಗಳಿಂದ ಅನೇಕ ಯುವಜನರು ತಮ್ಮ ಓದು, ಉದ್ಯೋಗ ಮತ್ತು ಸಂಬಂಧಗಳನ್ನು ಕಳೆದುಕೊಳ್ಳುತ್ತಿದ್ದಾರೆ. ಈ ಭ್ರಮಾಲೋಕದಿಂದ ವಿದ್ಯಾರ್ಥಿಗಳಲ್ಲಿ ಕಲಿಕೆಯ ಆಸಕ್ತಿ ಕುಸಿಯುತ್ತಿದೆ. ಏಕಾಗ್ರತೆ ಕಡಿಮೆಯಾಗುತ್ತಿದೆ. ನಿದ್ರಾಹೀನತೆ, ಆತಂಕ, ಒತ್ತಡ ಹೆಚ್ಚುತ್ತಿದೆ. ಪರಿಹಾರಗಳ ಮಾರ್ಗ: ಇಂದಿನ ಯುವಜನರನ್ನು ಈ ಕಲ್ಪನಾ ಲೋಕದಿಂದ ವಾಸ್ತವ ಜಗತ್ತಿಗೆ ಕರೆತರಲು ಕುಟುಂಬ, ಶಾಲೆ ಮತ್ತು ಸಮಾಜ ಒಟ್ಟಾಗಿ ಕೆಲಸ ಮಾಡಬೇಕು. ಡಿಜಿಟಲ್ ಸಾಧನಗಳ ಬಳಕೆಗೆ ಮಿತಿ ಹಾಕಬೇಕು. ಕ್ರೀಡೆ, ಸಂಗೀತ, ಓದು, ಪ್ರವಾಸದಂತಹ ಚಟುವಟಿಕೆಗಳಿಗೆ ಉತ್ತೇಜನ ನೀಡಬೇಕು. ಪೋಷಕರು ಮಕ್ಕಳೊಂದಿಗೆ ಹೆಚ್ಚು ಸಮಯ ಕಳೆಯಬೇಕು. bbox=[829, 1306, 1167, 1487]
youth-illustration bbox=[829, 1048, 1167, 1263]
ayodhya-article-text-5: 'ಶ್ರೀರಾಮ ವನಗಮನ ಪಥ' ಎಂಬ 2260 ಕಿ.ಮೀ. ಉದ್ದದ ಹೆದ್ದಾರಿಯು ಶ್ರೀರಾಮನ ವನವಾಸದ ಪಥವನ್ನು ರೂಪಿಸುವ ರೀತಿಯಲ್ಲಿ ನಿರ್ಮಿಸಲಾಗುತ್ತಿದೆ. ಇದಕ್ಕೆ 4403 ಕೋಟಿ ರೂ. ವ್ಯಯವಾಗಲಿದೆ. ರಾಮಾಯಣ ಸರ್ಕ್ಯೂಟ್ ಯೋಜನೆಯ ಮೂಲಕ ರಾಮಾಯಣದೊಂದಿಗೆ ಸಂಬಂಧ ಹೊಂದಿರುವ ಸ್ಥಳಗಳನ್ನು ಸಂಪರ್ಕಿಸಲಾಗುತ್ತಿದೆ. ಅಯೋಧ್ಯೆ ಈಗ ಆಧುನಿಕ 'ರಾಮರಾಜ್ಯ' ವಾಗುವತ್ತ ಸಾಗುತ್ತಿದೆ. bbox=[1221, 1990, 1482, 2111]
column-author: ವಿನಾಯಕ ಭಟ್ಟ ಮೂರೂರು bbox=[814, 292, 936, 308]
side-column-title: ಗುಣಜ್ಞರು ವಿರಳ bbox=[46, 998, 157, 1023]
temple-spire-shape bbox=[760, 2011, 822, 2096]
main-article-title: ಸರ್ಕಾರಕ್ಕೆ ಇಚ್ಛಾಶಕ್ತಿಯಿದ್ದರೆ ಯಾವುದೂ ಅಸಾಧ್ಯವಲ್ಲ bbox=[654, 165, 1289, 210]
logo-tagline: ರಾಷ್ಟ್ರ ಜಾಗೃತಿಯ ಪ್ರತೀಕ bbox=[154, 91, 230, 102]
dropcap-year: 1967 bbox=[461, 223, 617, 285]
ayodhya-article-col1 bbox=[46, 2008, 307, 2322]
masthead-city: ಮಂಗಳೂರು bbox=[1332, 111, 1394, 129]
drowning-person-icon bbox=[968, 1102, 1026, 1160]
shloka-label: ಶ್ಲೋಕ ಸಾಗರ bbox=[108, 1184, 150, 1233]
logo-icon bbox=[92, 48, 135, 91]
editorial-title: ಮೋದಿ ಮಂಡಿಸಿದ ಸೂತ್ರಗಳು bbox=[61, 230, 276, 257]
editorial-logo-icon bbox=[55, 170, 98, 213]
logo bbox=[92, 48, 346, 94]
youth-article-col3 bbox=[1179, 1121, 1482, 1900]
